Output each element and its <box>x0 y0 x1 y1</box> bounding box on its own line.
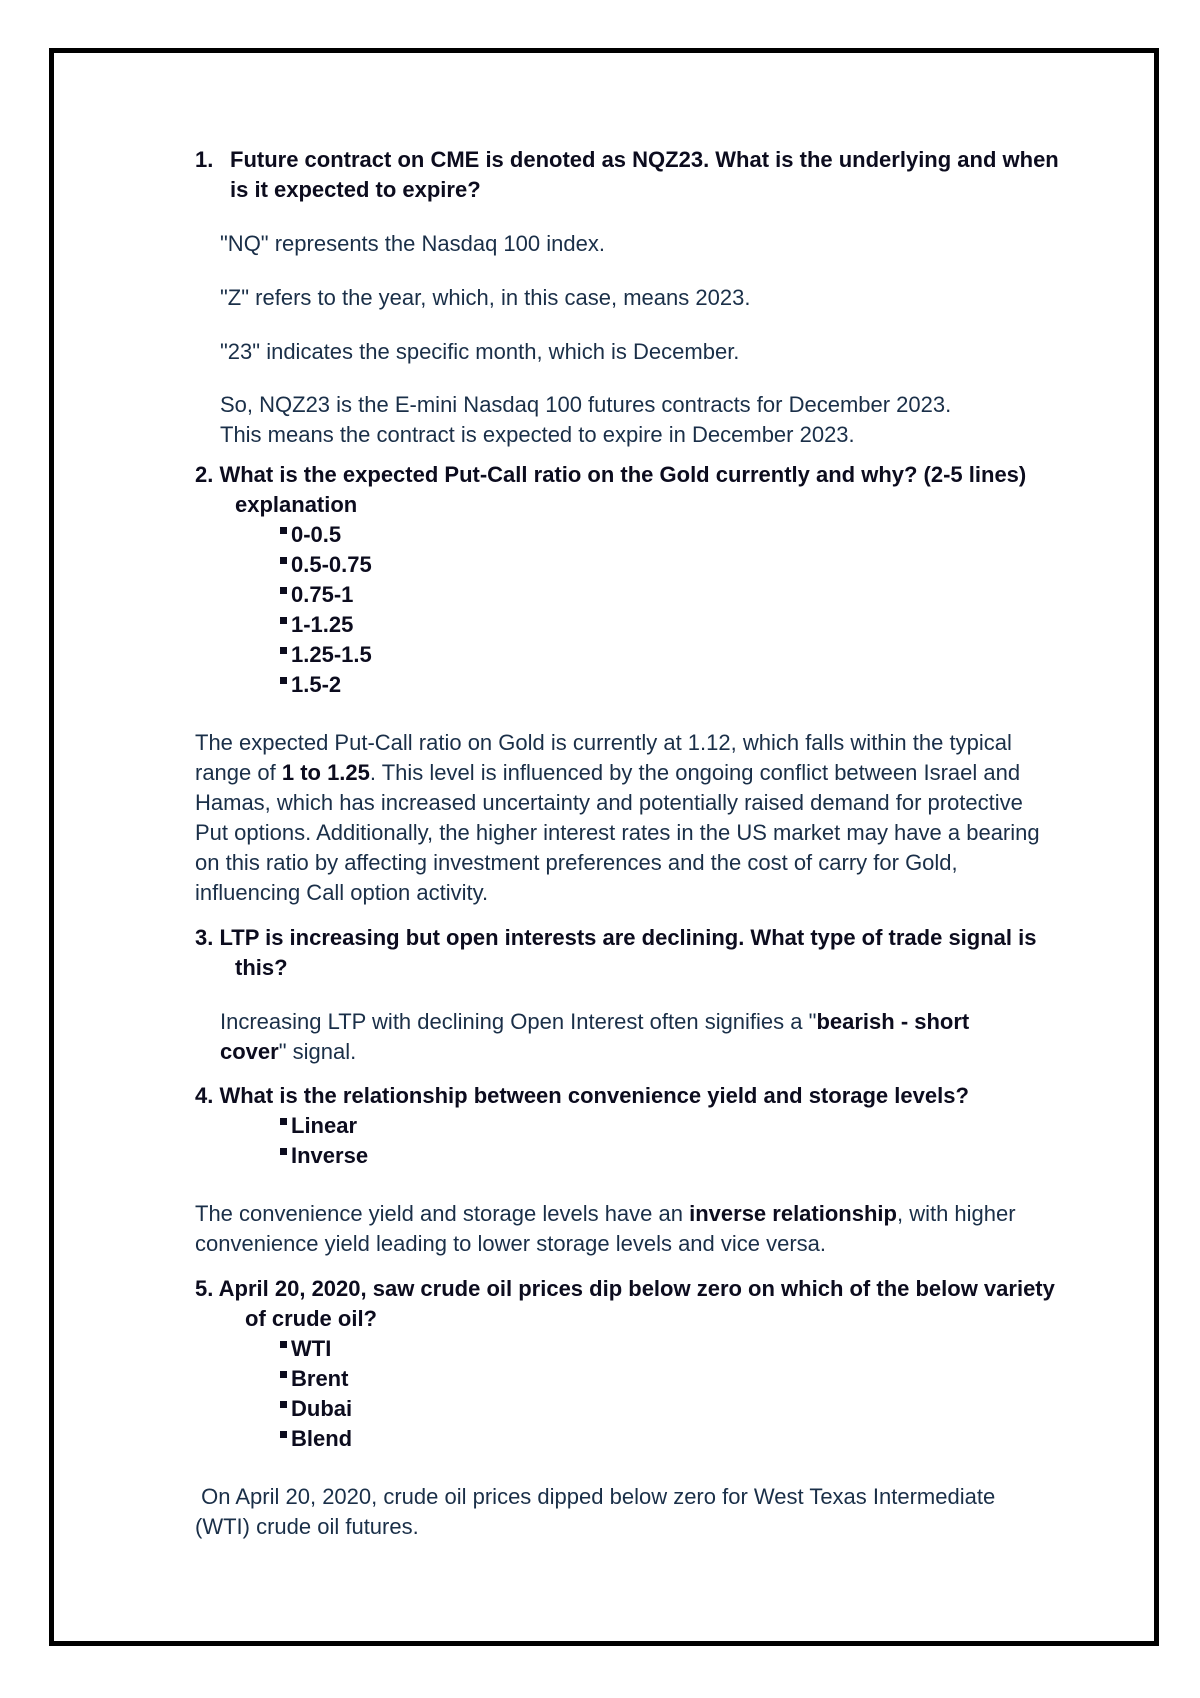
answer-1-line-2: "Z" refers to the year, which, in this case, means 2023. <box>220 285 751 310</box>
option-item: 0.75-1 <box>280 580 1075 610</box>
square-bullet-icon <box>280 617 287 624</box>
question-3: 3. LTP is increasing but open interests are declining. What type of trade signal is this? <box>195 925 1037 980</box>
answer-5: On April 20, 2020, crude oil prices dipped below zero for West Texas Intermediate (WTI) crude oil futures. <box>195 1484 1002 1539</box>
options-list-2 <box>280 520 1075 700</box>
question-5: 5. April 20, 2020, saw crude oil prices dip below zero on which of the below variety of crude oil? <box>195 1276 1055 1331</box>
answer-2: The expected Put-Call ratio on Gold is currently at 1.12, which falls within the typical range of 1 to 1.25. This level is influenced by the ongoing conflict between Israel and Hamas, which has increased uncertainty and potentially raised demand for protective Put options. Additionally, the higher interest rates in the US market may have a bearing on this ratio by affecting investment preferences and the cost of carry for Gold, influencing Call option activity. <box>195 730 1040 905</box>
option-item: Blend <box>280 1424 1075 1454</box>
option-item: 0-0.5 <box>280 520 1075 550</box>
square-bullet-icon <box>280 557 287 564</box>
square-bullet-icon <box>280 677 287 684</box>
question-number: 1. <box>195 147 214 172</box>
square-bullet-icon <box>280 1148 287 1155</box>
document-content <box>195 145 1075 1542</box>
answer-4: The convenience yield and storage levels have an inverse relationship, with higher convenience yield leading to lower storage levels and vice versa. <box>195 1201 1016 1256</box>
answer-1-line-1: "NQ" represents the Nasdaq 100 index. <box>220 231 605 256</box>
option-item: Linear <box>280 1111 1075 1141</box>
square-bullet-icon <box>280 1341 287 1348</box>
answer-2-bold: 1 to 1.25 <box>281 760 370 785</box>
question-4: 4. What is the relationship between convenience yield and storage levels? <box>195 1083 969 1108</box>
option-item: 1.25-1.5 <box>280 640 1075 670</box>
options-list-5 <box>280 1334 1075 1454</box>
answer-4-bold: inverse relationship <box>689 1201 897 1226</box>
square-bullet-icon <box>280 1371 287 1378</box>
option-item: WTI <box>280 1334 1075 1364</box>
square-bullet-icon <box>280 1118 287 1125</box>
question-text: Future contract on CME is denoted as NQZ23. What is the underlying and when is it expected to expire? <box>230 147 1059 202</box>
question-1 <box>195 145 1075 205</box>
option-item: Inverse <box>280 1141 1075 1171</box>
question-2: 2. What is the expected Put-Call ratio on the Gold currently and why? (2-5 lines) explanation <box>195 462 1027 517</box>
option-item: Brent <box>280 1364 1075 1394</box>
options-list-4 <box>280 1111 1075 1171</box>
square-bullet-icon <box>280 647 287 654</box>
option-item: 1-1.25 <box>280 610 1075 640</box>
answer-1-line-3: "23" indicates the specific month, which is December. <box>220 339 740 364</box>
option-item: 0.5-0.75 <box>280 550 1075 580</box>
option-item: 1.5-2 <box>280 670 1075 700</box>
answer-3-bold: bearish - short cover <box>220 1009 970 1064</box>
square-bullet-icon <box>280 1401 287 1408</box>
square-bullet-icon <box>280 1431 287 1438</box>
answer-1-line-4: So, NQZ23 is the E-mini Nasdaq 100 futures contracts for December 2023. This means the contract is expected to expire in December 2023. <box>220 392 952 447</box>
square-bullet-icon <box>280 587 287 594</box>
answer-3: Increasing LTP with declining Open Interest often signifies a "bearish - short cover" signal. <box>220 1009 970 1064</box>
square-bullet-icon <box>280 527 287 534</box>
option-item: Dubai <box>280 1394 1075 1424</box>
